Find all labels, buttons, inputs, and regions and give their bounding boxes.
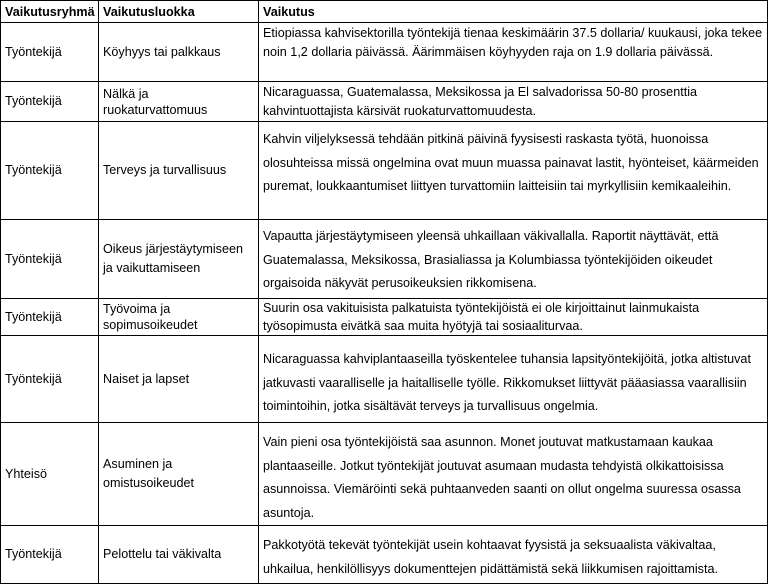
cell-impact: Vapautta järjestäytymiseen yleensä uhkaillaan väkivallalla. Raportit näyttävät, että Guatemalassa, Meksikossa, Brasialiassa ja Kolumbiassa työntekijöiden oikeudet orgaisoida näkyvät perusoikeuksien rikkomisena. [259, 220, 768, 299]
cell-category: Asuminen ja omistusoikeudet [99, 423, 259, 526]
cell-category: Köyhyys tai palkkaus [99, 23, 259, 82]
header-vaikutusluokka: Vaikutusluokka [99, 1, 259, 23]
cell-category: Työvoima ja sopimusoikeudet [99, 299, 259, 336]
cell-impact: Vain pieni osa työntekijöistä saa asunnon. Monet joutuvat matkustamaan kaukaa plantaaseille. Jotkut työntekijät joutuvat asumaan mudasta tehdyistä olkikattoisissa asunnoissa. Viemäröinti sekä puhtaanveden saanti on ollut ongelma suuressa osassa asuntoja. [259, 423, 768, 526]
table-row [1, 23, 768, 82]
header-vaikutusryhma: Vaikutusryhmä [1, 1, 99, 23]
header-row [1, 1, 768, 23]
cell-impact: Nicaraguassa, Guatemalassa, Meksikossa ja El salvadorissa 50-80 prosenttia kahvintuottajista kärsivät ruokaturvattomuudesta. [259, 82, 768, 122]
table-row [1, 336, 768, 423]
cell-category: Naiset ja lapset [99, 336, 259, 423]
cell-group: Työntekijä [1, 299, 99, 336]
cell-group: Työntekijä [1, 220, 99, 299]
table-row [1, 82, 768, 122]
table-row [1, 122, 768, 220]
cell-category: Terveys ja turvallisuus [99, 122, 259, 220]
table-row [1, 220, 768, 299]
cell-group: Yhteisö [1, 423, 99, 526]
cell-impact: Pakkotyötä tekevät työntekijät usein kohtaavat fyysistä ja seksuaalista väkivaltaa, uhkailua, henkilöllisyys dokumenttejen pidättämistä sekä liikkumisen rajoittamista. [259, 526, 768, 584]
cell-group: Työntekijä [1, 23, 99, 82]
cell-impact: Nicaraguassa kahviplantaaseilla työskentelee tuhansia lapsityöntekijöitä, jotka altistuvat jatkuvasti vaaralliselle ja haitalliselle työlle. Rikkomukset liittyvät pääasiassa vaarallisiin toimintoihin, jotka sisältävät terveys ja turvallisuus ongelmia. [259, 336, 768, 423]
cell-group: Työntekijä [1, 82, 99, 122]
cell-group: Työntekijä [1, 122, 99, 220]
cell-impact: Kahvin viljelyksessä tehdään pitkinä päivinä fyysisesti raskasta työtä, huonoissa olosuhteissa missä ongelmina ovat muun muassa painavat lastit, hyönteiset, käärmeiden puremat, loukkaantumiset liittyen turvattomiin laitteisiin tai myrkyllisiin kemikaaleihin. [259, 122, 768, 220]
table-row [1, 423, 768, 526]
cell-category: Pelottelu tai väkivalta [99, 526, 259, 584]
table-row [1, 299, 768, 336]
cell-group: Työntekijä [1, 336, 99, 423]
cell-category: Nälkä ja ruokaturvattomuus [99, 82, 259, 122]
cell-impact: Suurin osa vakituisista palkatuista työntekijöistä ei ole kirjoittainut lainmukaista työsopimusta eivätkä saa muita hyötyjä tai sosiaaliturvaa. [259, 299, 768, 336]
cell-category: Oikeus järjestäytymiseen ja vaikuttamiseen [99, 220, 259, 299]
cell-group: Työntekijä [1, 526, 99, 584]
cell-impact: Etiopiassa kahvisektorilla työntekijä tienaa keskimäärin 37.5 dollaria/ kuukausi, joka tekee noin 1,2 dollaria päivässä. Äärimmäisen köyhyyden raja on 1.9 dollaria päivässä. [259, 23, 768, 82]
header-vaikutus: Vaikutus [259, 1, 768, 23]
